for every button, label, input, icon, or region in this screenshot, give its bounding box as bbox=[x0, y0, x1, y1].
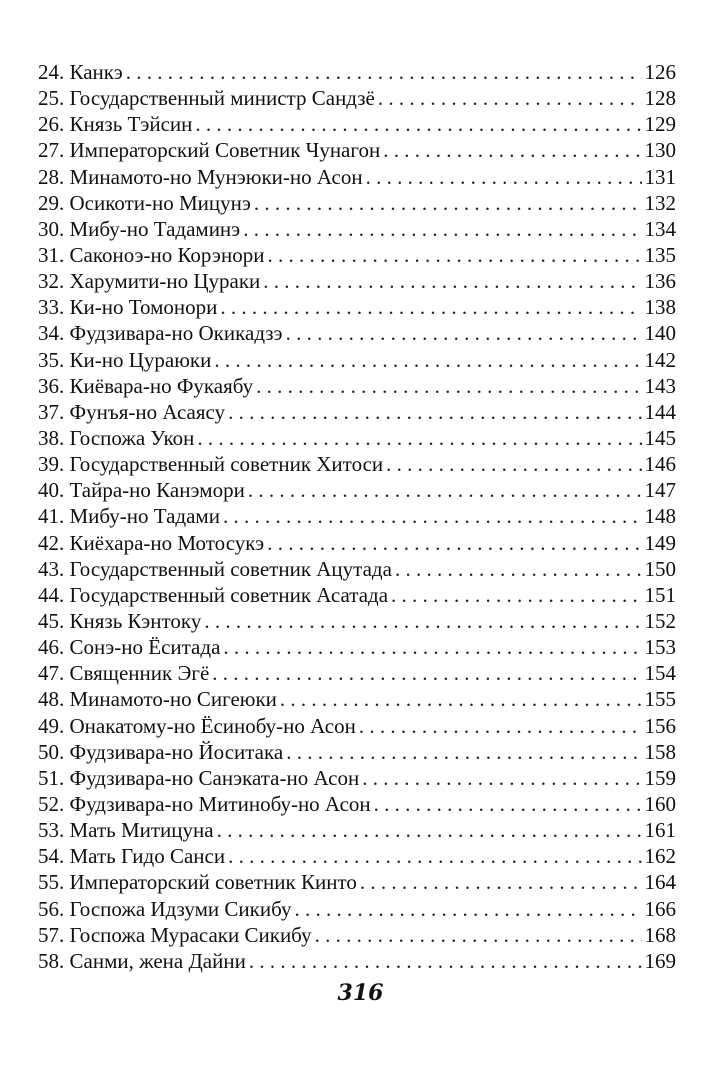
toc-entry-title: 28. Минамото-но Мунэюки-но Асон bbox=[38, 164, 363, 189]
toc-entry-title: 26. Князь Тэйсин bbox=[38, 112, 193, 137]
toc-entry-page: 136 bbox=[644, 269, 676, 294]
toc-entry-page: 147 bbox=[644, 478, 676, 503]
toc-entry-title: 54. Мать Гидо Санси bbox=[38, 844, 226, 869]
dot-leader bbox=[204, 608, 641, 634]
toc-entry bbox=[38, 137, 676, 163]
toc-entry-title: 42. Киёхара-но Мотосукэ bbox=[38, 530, 265, 555]
dot-leader bbox=[286, 739, 641, 765]
toc-entry bbox=[38, 164, 676, 190]
dot-leader bbox=[228, 399, 641, 425]
toc-entry bbox=[38, 634, 676, 660]
toc-entry bbox=[38, 791, 676, 817]
toc-entry-title: 51. Фудзивара-но Санэката-но Асон bbox=[38, 765, 360, 790]
toc-entry-title: 40. Тайра-но Канэмори bbox=[38, 478, 245, 503]
toc-entry bbox=[38, 268, 676, 294]
toc-entry-title: 37. Фунъя-но Асаясу bbox=[38, 399, 226, 424]
toc-entry-page: 164 bbox=[644, 870, 676, 895]
toc-entry bbox=[38, 477, 676, 503]
page-number: 316 bbox=[337, 980, 384, 1006]
toc-entry-page: 159 bbox=[644, 765, 676, 790]
dot-leader bbox=[267, 530, 641, 556]
toc-entry bbox=[38, 739, 676, 765]
toc-entry bbox=[38, 503, 676, 529]
dot-leader bbox=[362, 765, 641, 791]
toc-entry-title: 35. Ки-но Цураюки bbox=[38, 347, 212, 372]
dot-leader bbox=[223, 503, 642, 529]
dot-leader bbox=[378, 85, 642, 111]
toc-entry-page: 154 bbox=[644, 661, 676, 686]
dot-leader bbox=[243, 216, 641, 242]
toc-entry-page: 155 bbox=[644, 687, 676, 712]
toc-entry-page: 142 bbox=[644, 347, 676, 372]
toc-entry-title: 50. Фудзивара-но Йоситака bbox=[38, 739, 284, 764]
toc-entry-page: 129 bbox=[644, 112, 676, 137]
dot-leader bbox=[214, 347, 641, 373]
toc-entry-page: 168 bbox=[644, 922, 676, 947]
toc-entry-page: 146 bbox=[644, 452, 676, 477]
toc-entry bbox=[38, 451, 676, 477]
dot-leader bbox=[286, 320, 642, 346]
dot-leader bbox=[195, 111, 641, 137]
dot-leader bbox=[248, 477, 642, 503]
toc-entry bbox=[38, 530, 676, 556]
toc-entry-page: 149 bbox=[644, 530, 676, 555]
toc-entry bbox=[38, 843, 676, 869]
toc-entry-title: 29. Осикоти-но Мицунэ bbox=[38, 190, 251, 215]
toc-entry-title: 48. Минамото-но Сигеюки bbox=[38, 687, 277, 712]
toc-entry bbox=[38, 556, 676, 582]
toc-entry-page: 135 bbox=[644, 242, 676, 267]
toc-entry-page: 148 bbox=[644, 504, 676, 529]
toc-entry-page: 131 bbox=[644, 164, 676, 189]
toc-entry-title: 58. Санми, жена Дайни bbox=[38, 948, 246, 973]
dot-leader bbox=[280, 686, 642, 712]
toc-entry-title: 45. Князь Кэнтоку bbox=[38, 608, 202, 633]
dot-leader bbox=[395, 556, 642, 582]
toc-entry-page: 140 bbox=[644, 321, 676, 346]
toc-entry bbox=[38, 765, 676, 791]
toc-entry-title: 46. Сонэ-но Ёситада bbox=[38, 635, 221, 660]
toc-entry bbox=[38, 425, 676, 451]
toc-entry-title: 43. Государственный советник Ацутада bbox=[38, 556, 392, 581]
toc-entry bbox=[38, 660, 676, 686]
toc-entry-page: 160 bbox=[644, 791, 676, 816]
toc-entry bbox=[38, 686, 676, 712]
toc-entry-title: 53. Мать Митицуна bbox=[38, 818, 214, 843]
dot-leader bbox=[256, 373, 641, 399]
toc-entry bbox=[38, 111, 676, 137]
dot-leader bbox=[263, 268, 641, 294]
toc-entry bbox=[38, 948, 676, 974]
toc-entry-page: 126 bbox=[644, 60, 676, 84]
dot-leader bbox=[391, 582, 641, 608]
toc-entry-title: 31. Саконоэ-но Корэнори bbox=[38, 242, 265, 267]
toc-entry bbox=[38, 582, 676, 608]
toc-entry-title: 57. Госпожа Мурасаки Сикибу bbox=[38, 922, 312, 947]
toc-entry-page: 153 bbox=[644, 635, 676, 660]
toc-entry-title: 34. Фудзивара-но Окикадзэ bbox=[38, 321, 283, 346]
toc-entry-page: 128 bbox=[644, 86, 676, 111]
toc-entry-title: 30. Мибу-но Тадаминэ bbox=[38, 216, 241, 241]
toc-entry bbox=[38, 399, 676, 425]
toc-entry-title: 32. Харумити-но Цураки bbox=[38, 269, 261, 294]
toc-entry-page: 130 bbox=[644, 138, 676, 163]
dot-leader bbox=[249, 948, 642, 974]
dot-leader bbox=[315, 922, 642, 948]
toc-entry-page: 151 bbox=[644, 582, 676, 607]
dot-leader bbox=[294, 896, 641, 922]
dot-leader bbox=[383, 137, 641, 163]
dot-leader bbox=[254, 190, 642, 216]
toc-entry-title: 27. Императорский Советник Чунагон bbox=[38, 138, 381, 163]
toc-entry-page: 134 bbox=[644, 216, 676, 241]
toc-entry-title: 56. Госпожа Идзуми Сикибу bbox=[38, 896, 292, 921]
dot-leader bbox=[366, 164, 642, 190]
dot-leader bbox=[374, 791, 642, 817]
toc-entry bbox=[38, 608, 676, 634]
table-of-contents bbox=[38, 59, 676, 974]
toc-entry-title: 52. Фудзивара-но Митинобу-но Асон bbox=[38, 791, 371, 816]
toc-entry-page: 169 bbox=[644, 948, 676, 973]
toc-entry bbox=[38, 294, 676, 320]
toc-entry-title: 44. Государственный советник Асатада bbox=[38, 582, 389, 607]
toc-entry bbox=[38, 216, 676, 242]
toc-entry bbox=[38, 190, 676, 216]
toc-entry bbox=[38, 347, 676, 373]
toc-entry-title: 36. Киёвара-но Фукаябу bbox=[38, 373, 254, 398]
toc-entry-page: 162 bbox=[644, 844, 676, 869]
toc-entry-title: 25. Государственный министр Сандзё bbox=[38, 86, 375, 111]
toc-entry-title: 39. Государственный советник Хитоси bbox=[38, 452, 384, 477]
dot-leader bbox=[220, 294, 641, 320]
toc-entry-page: 166 bbox=[644, 896, 676, 921]
toc-entry-page: 144 bbox=[644, 399, 676, 424]
toc-entry bbox=[38, 713, 676, 739]
toc-entry bbox=[38, 922, 676, 948]
toc-entry-page: 143 bbox=[644, 373, 676, 398]
toc-entry-page: 156 bbox=[644, 713, 676, 738]
toc-entry bbox=[38, 869, 676, 895]
dot-leader bbox=[386, 451, 641, 477]
toc-entry bbox=[38, 817, 676, 843]
toc-entry-title: 38. Госпожа Укон bbox=[38, 425, 195, 450]
dot-leader bbox=[228, 843, 641, 869]
toc-entry-page: 161 bbox=[644, 818, 676, 843]
toc-entry-page: 150 bbox=[644, 556, 676, 581]
dot-leader bbox=[223, 634, 641, 660]
dot-leader bbox=[267, 242, 641, 268]
toc-entry-page: 132 bbox=[644, 190, 676, 215]
toc-entry bbox=[38, 896, 676, 922]
toc-entry bbox=[38, 373, 676, 399]
toc-entry bbox=[38, 320, 676, 346]
toc-entry-page: 152 bbox=[644, 608, 676, 633]
dot-leader bbox=[212, 660, 641, 686]
toc-entry bbox=[38, 85, 676, 111]
toc-entry bbox=[38, 59, 676, 85]
dot-leader bbox=[197, 425, 641, 451]
toc-entry-title: 47. Священник Эгё bbox=[38, 661, 210, 686]
toc-entry-title: 33. Ки-но Томонори bbox=[38, 295, 218, 320]
dot-leader bbox=[360, 869, 642, 895]
toc-entry-title: 55. Императорский советник Кинто bbox=[38, 870, 357, 895]
toc-entry-title: 49. Онакатому-но Ёсинобу-но Асон bbox=[38, 713, 356, 738]
toc-entry-page: 138 bbox=[644, 295, 676, 320]
toc-entry-page: 158 bbox=[644, 739, 676, 764]
toc-entry-title: 24. Канкэ bbox=[38, 60, 123, 84]
toc-entry-page: 145 bbox=[644, 425, 676, 450]
toc-entry bbox=[38, 242, 676, 268]
dot-leader bbox=[359, 713, 642, 739]
dot-leader bbox=[126, 59, 642, 85]
toc-entry-title: 41. Мибу-но Тадами bbox=[38, 504, 220, 529]
dot-leader bbox=[217, 817, 642, 843]
